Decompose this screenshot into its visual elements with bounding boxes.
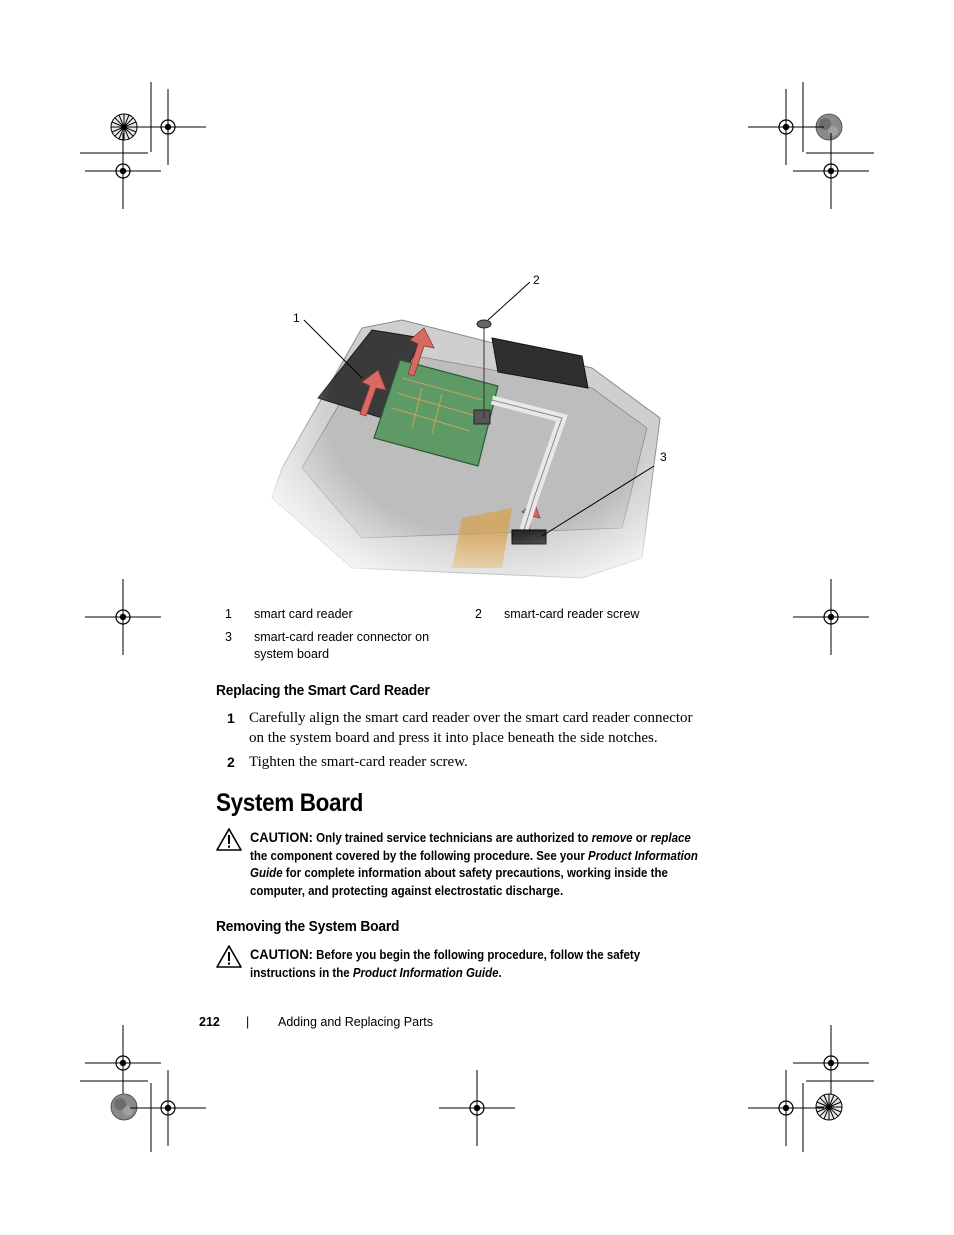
legend-text: smart-card reader screw: [504, 607, 640, 621]
caution-text: [250, 946, 728, 982]
section-heading: Replacing the Smart Card Reader: [216, 682, 430, 699]
legend-text: smart-card reader connector on: [254, 630, 430, 644]
caution-line: instructions in the: [250, 965, 350, 980]
step-text: Tighten the smart-card reader screw.: [249, 754, 468, 770]
page-title: System Board: [216, 789, 363, 817]
caution-label: CAUTION:: [250, 829, 313, 845]
step-number: 2: [227, 754, 235, 770]
legend-num: 1: [225, 607, 232, 621]
document-reference: Guide: [250, 866, 283, 880]
caution-line: for complete information about safety precautions, working inside the: [285, 866, 668, 880]
emphasis: replace: [650, 831, 691, 845]
caution-text: [250, 829, 728, 900]
section-heading: Removing the System Board: [216, 918, 400, 935]
caution-label: CAUTION:: [250, 946, 313, 962]
caution-line: or: [635, 831, 648, 845]
caution-line: computer, and protecting against electrostatic discharge.: [250, 883, 564, 898]
caution-icon: [216, 828, 242, 851]
caution-line: Before you begin the following procedure, follow the safety: [316, 948, 641, 962]
page-number: 212: [199, 1015, 220, 1029]
caution-line: Only trained service technicians are authorized to: [316, 831, 589, 845]
smart-card-reader-illustration: [262, 268, 682, 586]
legend-text-cont: system board: [254, 647, 330, 661]
caution-line: the component covered by the following procedure. See your: [250, 848, 585, 863]
callout-1: 1: [293, 311, 300, 325]
document-reference: Product Information Guide: [352, 965, 499, 980]
document-reference: Product Information: [588, 848, 698, 863]
callout-3: 3: [660, 450, 667, 464]
legend-num: 2: [475, 607, 482, 621]
legend-num: 3: [225, 630, 232, 644]
step-text-cont: on the system board and press it into place beneath the side notches.: [249, 730, 658, 746]
step-text: Carefully align the smart card reader over the smart card reader connector: [249, 710, 693, 726]
step-number: 1: [227, 710, 235, 726]
legend-text: smart card reader: [254, 607, 353, 621]
callout-2: 2: [533, 273, 540, 287]
punctuation: .: [498, 965, 502, 980]
footer-title: Adding and Replacing Parts: [278, 1015, 433, 1029]
emphasis: remove: [591, 831, 633, 845]
caution-icon: [216, 945, 242, 968]
footer-separator: |: [246, 1015, 250, 1029]
